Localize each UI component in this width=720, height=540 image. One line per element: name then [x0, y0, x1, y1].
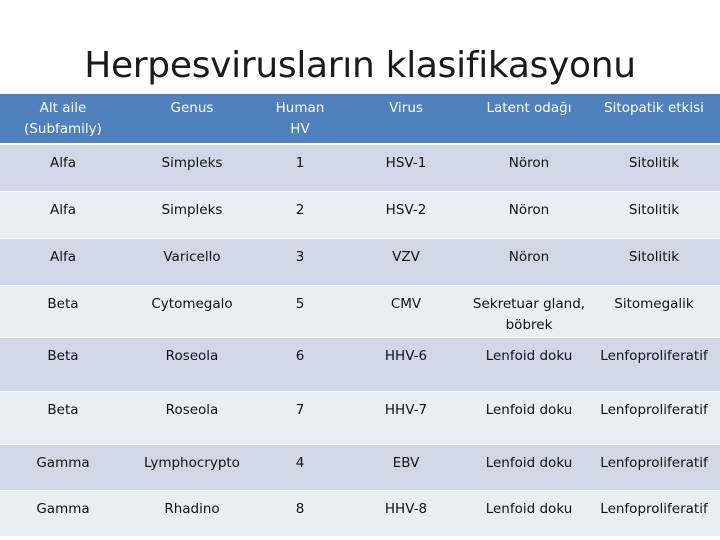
table-row [0, 144, 720, 191]
cell-human-hv: 7 [258, 391, 342, 444]
cell-subfamily: Beta [0, 285, 126, 337]
cell-cytopathic-effect: Lenfoproliferatif [588, 337, 720, 391]
cell-latent-site: Nöron [470, 144, 588, 191]
cell-cytopathic-effect: Lenfoproliferatif [588, 490, 720, 536]
cell-genus: Lymphocrypto [126, 444, 258, 490]
cell-human-hv: 8 [258, 490, 342, 536]
classification-table [0, 94, 720, 536]
cell-subfamily: Alfa [0, 191, 126, 238]
cell-latent-site: Nöron [470, 191, 588, 238]
cell-human-hv: 3 [258, 238, 342, 285]
cell-subfamily: Gamma [0, 444, 126, 490]
cell-human-hv: 4 [258, 444, 342, 490]
cell-virus: CMV [342, 285, 470, 337]
header-subfamily: Alt aile (Subfamily) [0, 94, 126, 144]
cell-subfamily: Alfa [0, 144, 126, 191]
cell-subfamily: Beta [0, 337, 126, 391]
cell-genus: Roseola [126, 391, 258, 444]
cell-virus: HHV-7 [342, 391, 470, 444]
header-cytopathic-effect: Sitopatik etkisi [588, 94, 720, 144]
table-row [0, 191, 720, 238]
cell-virus: HHV-6 [342, 337, 470, 391]
cell-latent-site: Lenfoid doku [470, 490, 588, 536]
cell-subfamily: Beta [0, 391, 126, 444]
cell-genus: Simpleks [126, 191, 258, 238]
cell-latent-site: Nöron [470, 238, 588, 285]
cell-cytopathic-effect: Lenfoproliferatif [588, 444, 720, 490]
cell-cytopathic-effect: Lenfoproliferatif [588, 391, 720, 444]
cell-subfamily: Alfa [0, 238, 126, 285]
cell-genus: Simpleks [126, 144, 258, 191]
cell-latent-site: Sekretuar gland, böbrek [470, 285, 588, 337]
header-virus: Virus [342, 94, 470, 144]
table-row [0, 444, 720, 490]
table-row [0, 238, 720, 285]
table-row [0, 285, 720, 337]
cell-cytopathic-effect: Sitolitik [588, 238, 720, 285]
cell-virus: EBV [342, 444, 470, 490]
table-row [0, 490, 720, 536]
header-latent-site: Latent odağı [470, 94, 588, 144]
cell-latent-site: Lenfoid doku [470, 444, 588, 490]
cell-latent-site: Lenfoid doku [470, 337, 588, 391]
cell-virus: HSV-2 [342, 191, 470, 238]
cell-cytopathic-effect: Sitolitik [588, 191, 720, 238]
cell-genus: Roseola [126, 337, 258, 391]
cell-human-hv: 6 [258, 337, 342, 391]
cell-virus: HSV-1 [342, 144, 470, 191]
cell-cytopathic-effect: Sitolitik [588, 144, 720, 191]
table-row [0, 391, 720, 444]
table-header-row [0, 94, 720, 144]
cell-virus: VZV [342, 238, 470, 285]
cell-genus: Varicello [126, 238, 258, 285]
table-row [0, 337, 720, 391]
cell-human-hv: 1 [258, 144, 342, 191]
cell-human-hv: 2 [258, 191, 342, 238]
cell-genus: Rhadino [126, 490, 258, 536]
header-genus: Genus [126, 94, 258, 144]
cell-cytopathic-effect: Sitomegalik [588, 285, 720, 337]
cell-latent-site: Lenfoid doku [470, 391, 588, 444]
cell-human-hv: 5 [258, 285, 342, 337]
slide-title: Herpesvirusların klasifikasyonu [84, 45, 636, 86]
cell-genus: Cytomegalo [126, 285, 258, 337]
cell-virus: HHV-8 [342, 490, 470, 536]
cell-subfamily: Gamma [0, 490, 126, 536]
header-human-hv: Human HV [258, 94, 342, 144]
